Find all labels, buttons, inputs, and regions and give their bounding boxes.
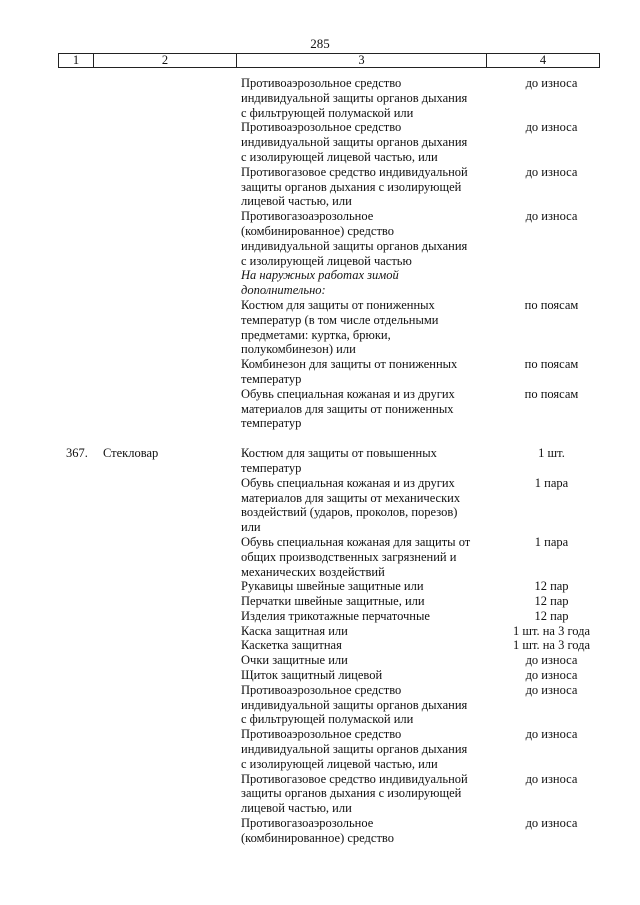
table-header — [58, 53, 600, 68]
table-row — [58, 387, 600, 431]
profession-name — [103, 476, 241, 535]
row-number — [58, 298, 103, 357]
ppe-item: Рукавицы швейные защитные или — [241, 579, 424, 594]
table-row — [58, 357, 600, 387]
header-col-3: 3 — [237, 54, 487, 67]
table-row — [58, 268, 600, 298]
row-number — [58, 727, 103, 771]
ppe-quantity: до износа — [525, 164, 578, 179]
ppe-item: Обувь специальная кожаная для защиты от общих производственных загрязнений и механических воздействий — [241, 534, 471, 579]
row-number — [58, 76, 103, 120]
ppe-quantity: до износа — [525, 816, 578, 831]
row-number — [58, 209, 103, 268]
profession-name — [103, 727, 241, 771]
ppe-item: Обувь специальная кожаная и из других материалов для защиты от механических воздействий (ударов, проколов, порезов) или — [241, 475, 461, 535]
table-row — [58, 165, 600, 209]
ppe-quantity: до износа — [525, 682, 578, 697]
table-row — [58, 446, 600, 476]
table-row — [58, 209, 600, 268]
table-row — [58, 298, 600, 357]
table-row — [58, 594, 600, 609]
ppe-item: Противогазоаэрозольное (комбинированное) средство индивидуальной защиты органов дыхания с изолирующей лицевой частью — [241, 209, 468, 268]
profession-name — [103, 816, 241, 846]
ppe-item: Противогазовое средство индивидуальной защиты органов дыхания с изолирующей лицевой частью, или — [241, 771, 468, 816]
table-body — [58, 76, 600, 846]
row-number — [58, 668, 103, 683]
table-row — [58, 535, 600, 579]
profession-name — [103, 609, 241, 624]
row-number — [58, 535, 103, 579]
row-number — [58, 609, 103, 624]
ppe-quantity: до износа — [525, 771, 578, 786]
profession-name: Стекловар — [103, 446, 159, 461]
ppe-item: Обувь специальная кожаная и из других материалов для защиты от пониженных температур — [241, 386, 455, 431]
profession-name — [103, 209, 241, 268]
ppe-quantity: 12 пар — [534, 608, 569, 623]
ppe-quantity: 1 шт. — [538, 446, 565, 461]
table-row — [58, 476, 600, 535]
profession-name — [103, 772, 241, 816]
ppe-item: Очки защитные или — [241, 653, 348, 668]
profession-name — [103, 579, 241, 594]
ppe-item: Противоаэрозольное средство индивидуальной защиты органов дыхания с изолирующей лицевой частью, или — [241, 120, 468, 164]
ppe-quantity: 12 пар — [534, 579, 569, 594]
profession-name — [103, 594, 241, 609]
row-number — [58, 387, 103, 431]
profession-name — [103, 535, 241, 579]
ppe-quantity — [503, 268, 600, 298]
ppe-item: Противоаэрозольное средство индивидуальной защиты органов дыхания с фильтрующей полумаской или — [241, 682, 468, 727]
profession-name — [103, 668, 241, 683]
ppe-quantity: до износа — [525, 76, 578, 90]
row-number — [58, 165, 103, 209]
row-number — [58, 624, 103, 639]
profession-name — [103, 76, 241, 120]
row-number — [58, 268, 103, 298]
row-number — [58, 476, 103, 535]
table-row — [58, 653, 600, 668]
ppe-quantity: по поясам — [524, 386, 579, 401]
row-number — [58, 120, 103, 164]
ppe-quantity: до износа — [525, 727, 578, 742]
table-row — [58, 683, 600, 727]
ppe-quantity: 1 пара — [534, 475, 569, 490]
profession-name — [103, 387, 241, 431]
ppe-quantity: до износа — [525, 668, 578, 683]
ppe-quantity: 1 шт. на 3 года — [512, 638, 591, 653]
header-col-2: 2 — [94, 54, 237, 67]
profession-name — [103, 120, 241, 164]
ppe-item: Противоаэрозольное средство индивидуальной защиты органов дыхания с изолирующей лицевой частью, или — [241, 727, 468, 771]
table-row — [58, 579, 600, 594]
row-number — [58, 816, 103, 846]
profession-name — [103, 357, 241, 387]
ppe-item: Щиток защитный лицевой — [241, 668, 383, 683]
ppe-item: Комбинезон для защиты от пониженных температур — [241, 357, 458, 386]
ppe-item: Противогазовое средство индивидуальной защиты органов дыхания с изолирующей лицевой частью, или — [241, 164, 468, 209]
profession-name — [103, 638, 241, 653]
table-row — [58, 120, 600, 164]
row-gap — [58, 431, 600, 446]
profession-name — [103, 298, 241, 357]
ppe-quantity: по поясам — [524, 357, 579, 372]
table-row — [58, 638, 600, 653]
profession-name — [103, 653, 241, 668]
ppe-item: Костюм для защиты от пониженных температур (в том числе отдельными предметами: куртка, брюки, полукомбинезон) или — [241, 297, 439, 357]
table-row — [58, 76, 600, 120]
profession-name — [103, 268, 241, 298]
ppe-item: Перчатки швейные защитные, или — [241, 594, 425, 609]
table-row — [58, 668, 600, 683]
ppe-item: Противогазоаэрозольное (комбинированное) средство — [241, 816, 394, 845]
row-number — [58, 594, 103, 609]
table-row — [58, 727, 600, 771]
table-row — [58, 816, 600, 846]
profession-name — [103, 683, 241, 727]
ppe-quantity: до износа — [525, 209, 578, 224]
ppe-item: Каскетка защитная — [241, 638, 342, 653]
row-number — [58, 683, 103, 727]
ppe-quantity: 12 пар — [534, 594, 569, 609]
ppe-quantity: 1 шт. на 3 года — [512, 623, 591, 638]
page-number: 285 — [310, 36, 330, 51]
row-number: 367. — [66, 446, 88, 461]
ppe-quantity: до износа — [525, 120, 578, 135]
ppe-item: Противоаэрозольное средство индивидуальной защиты органов дыхания с фильтрующей полумаской или — [241, 76, 468, 120]
profession-name — [103, 624, 241, 639]
ppe-quantity: до износа — [525, 653, 578, 668]
ppe-item: Изделия трикотажные перчаточные — [241, 608, 430, 623]
row-number — [58, 653, 103, 668]
row-number — [58, 579, 103, 594]
ppe-item: Костюм для защиты от повышенных температур — [241, 446, 437, 475]
row-number — [58, 638, 103, 653]
ppe-quantity: 1 пара — [534, 534, 569, 549]
table-row — [58, 609, 600, 624]
ppe-item: На наружных работах зимой дополнительно: — [241, 268, 399, 298]
table-row — [58, 624, 600, 639]
header-col-4: 4 — [539, 53, 547, 67]
ppe-item: Каска защитная или — [241, 623, 348, 638]
table-row — [58, 772, 600, 816]
ppe-quantity: по поясам — [524, 297, 579, 312]
row-number — [58, 772, 103, 816]
header-col-1: 1 — [59, 54, 94, 67]
profession-name — [103, 165, 241, 209]
row-number — [58, 357, 103, 387]
